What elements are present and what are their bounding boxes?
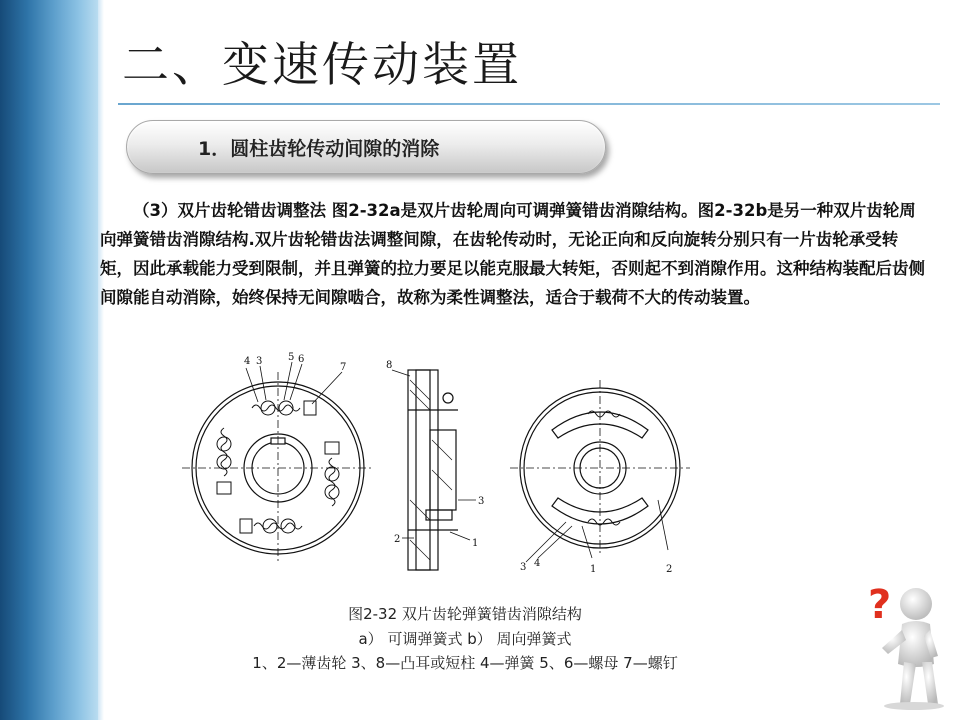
figure-caption-legend: 1、2—薄齿轮 3、8—凸耳或短柱 4—弹簧 5、6—螺母 7—螺钉 [252,654,678,672]
label-side-8: 8 [386,360,393,371]
diagram-side [392,370,479,570]
label-b-2: 2 [666,564,673,575]
gear-diagram [180,350,700,590]
figure-caption-title: 图2-32 双片齿轮弹簧错齿消隙结构 [348,605,582,623]
question-person-icon [864,582,950,712]
sidebar-decoration [0,0,98,720]
diagram-b [510,380,690,562]
diagram-a [182,362,374,564]
title-divider [118,103,940,105]
label-a-7: 7 [340,362,347,373]
slide-title: 二、变速传动装置 [122,38,522,93]
body-paragraph: （3）双片齿轮错齿调整法 图2-32a是双片齿轮周向可调弹簧错齿消隙结构。图2-32b是另一种双片齿轮周向弹簧错齿消隙结构.双片齿轮错齿法调整间隙，在齿轮传动时，无论正向和反向旋转分别只有一片齿轮承受转矩，因此承载能力受到限制，并且弹簧的拉力要足以能克服最大转矩，否则起不到消隙作用。这种结构装配后齿侧间隙能自动消除，始终保持无间隙啮合，故称为柔性调整法，适合于载荷不大的传动装置。 [100,201,925,307]
label-a-4: 4 [244,356,251,367]
label-b-4: 4 [534,558,541,569]
label-a-5: 5 [288,352,295,363]
label-side-2: 2 [394,534,401,545]
figure-caption-subtitle: a） 可调弹簧式 b） 周向弹簧式 [358,630,572,648]
label-a-6: 6 [298,354,305,365]
label-a-3: 3 [256,356,263,367]
label-side-3: 3 [478,496,485,507]
sidebar-edge [98,0,104,720]
label-b-3: 3 [520,562,527,573]
label-b-1: 1 [590,564,597,575]
svg-text:?: ? [868,582,892,628]
subtitle-text: 1．圆柱齿轮传动间隙的消除 [198,138,440,160]
label-side-1: 1 [472,538,479,549]
